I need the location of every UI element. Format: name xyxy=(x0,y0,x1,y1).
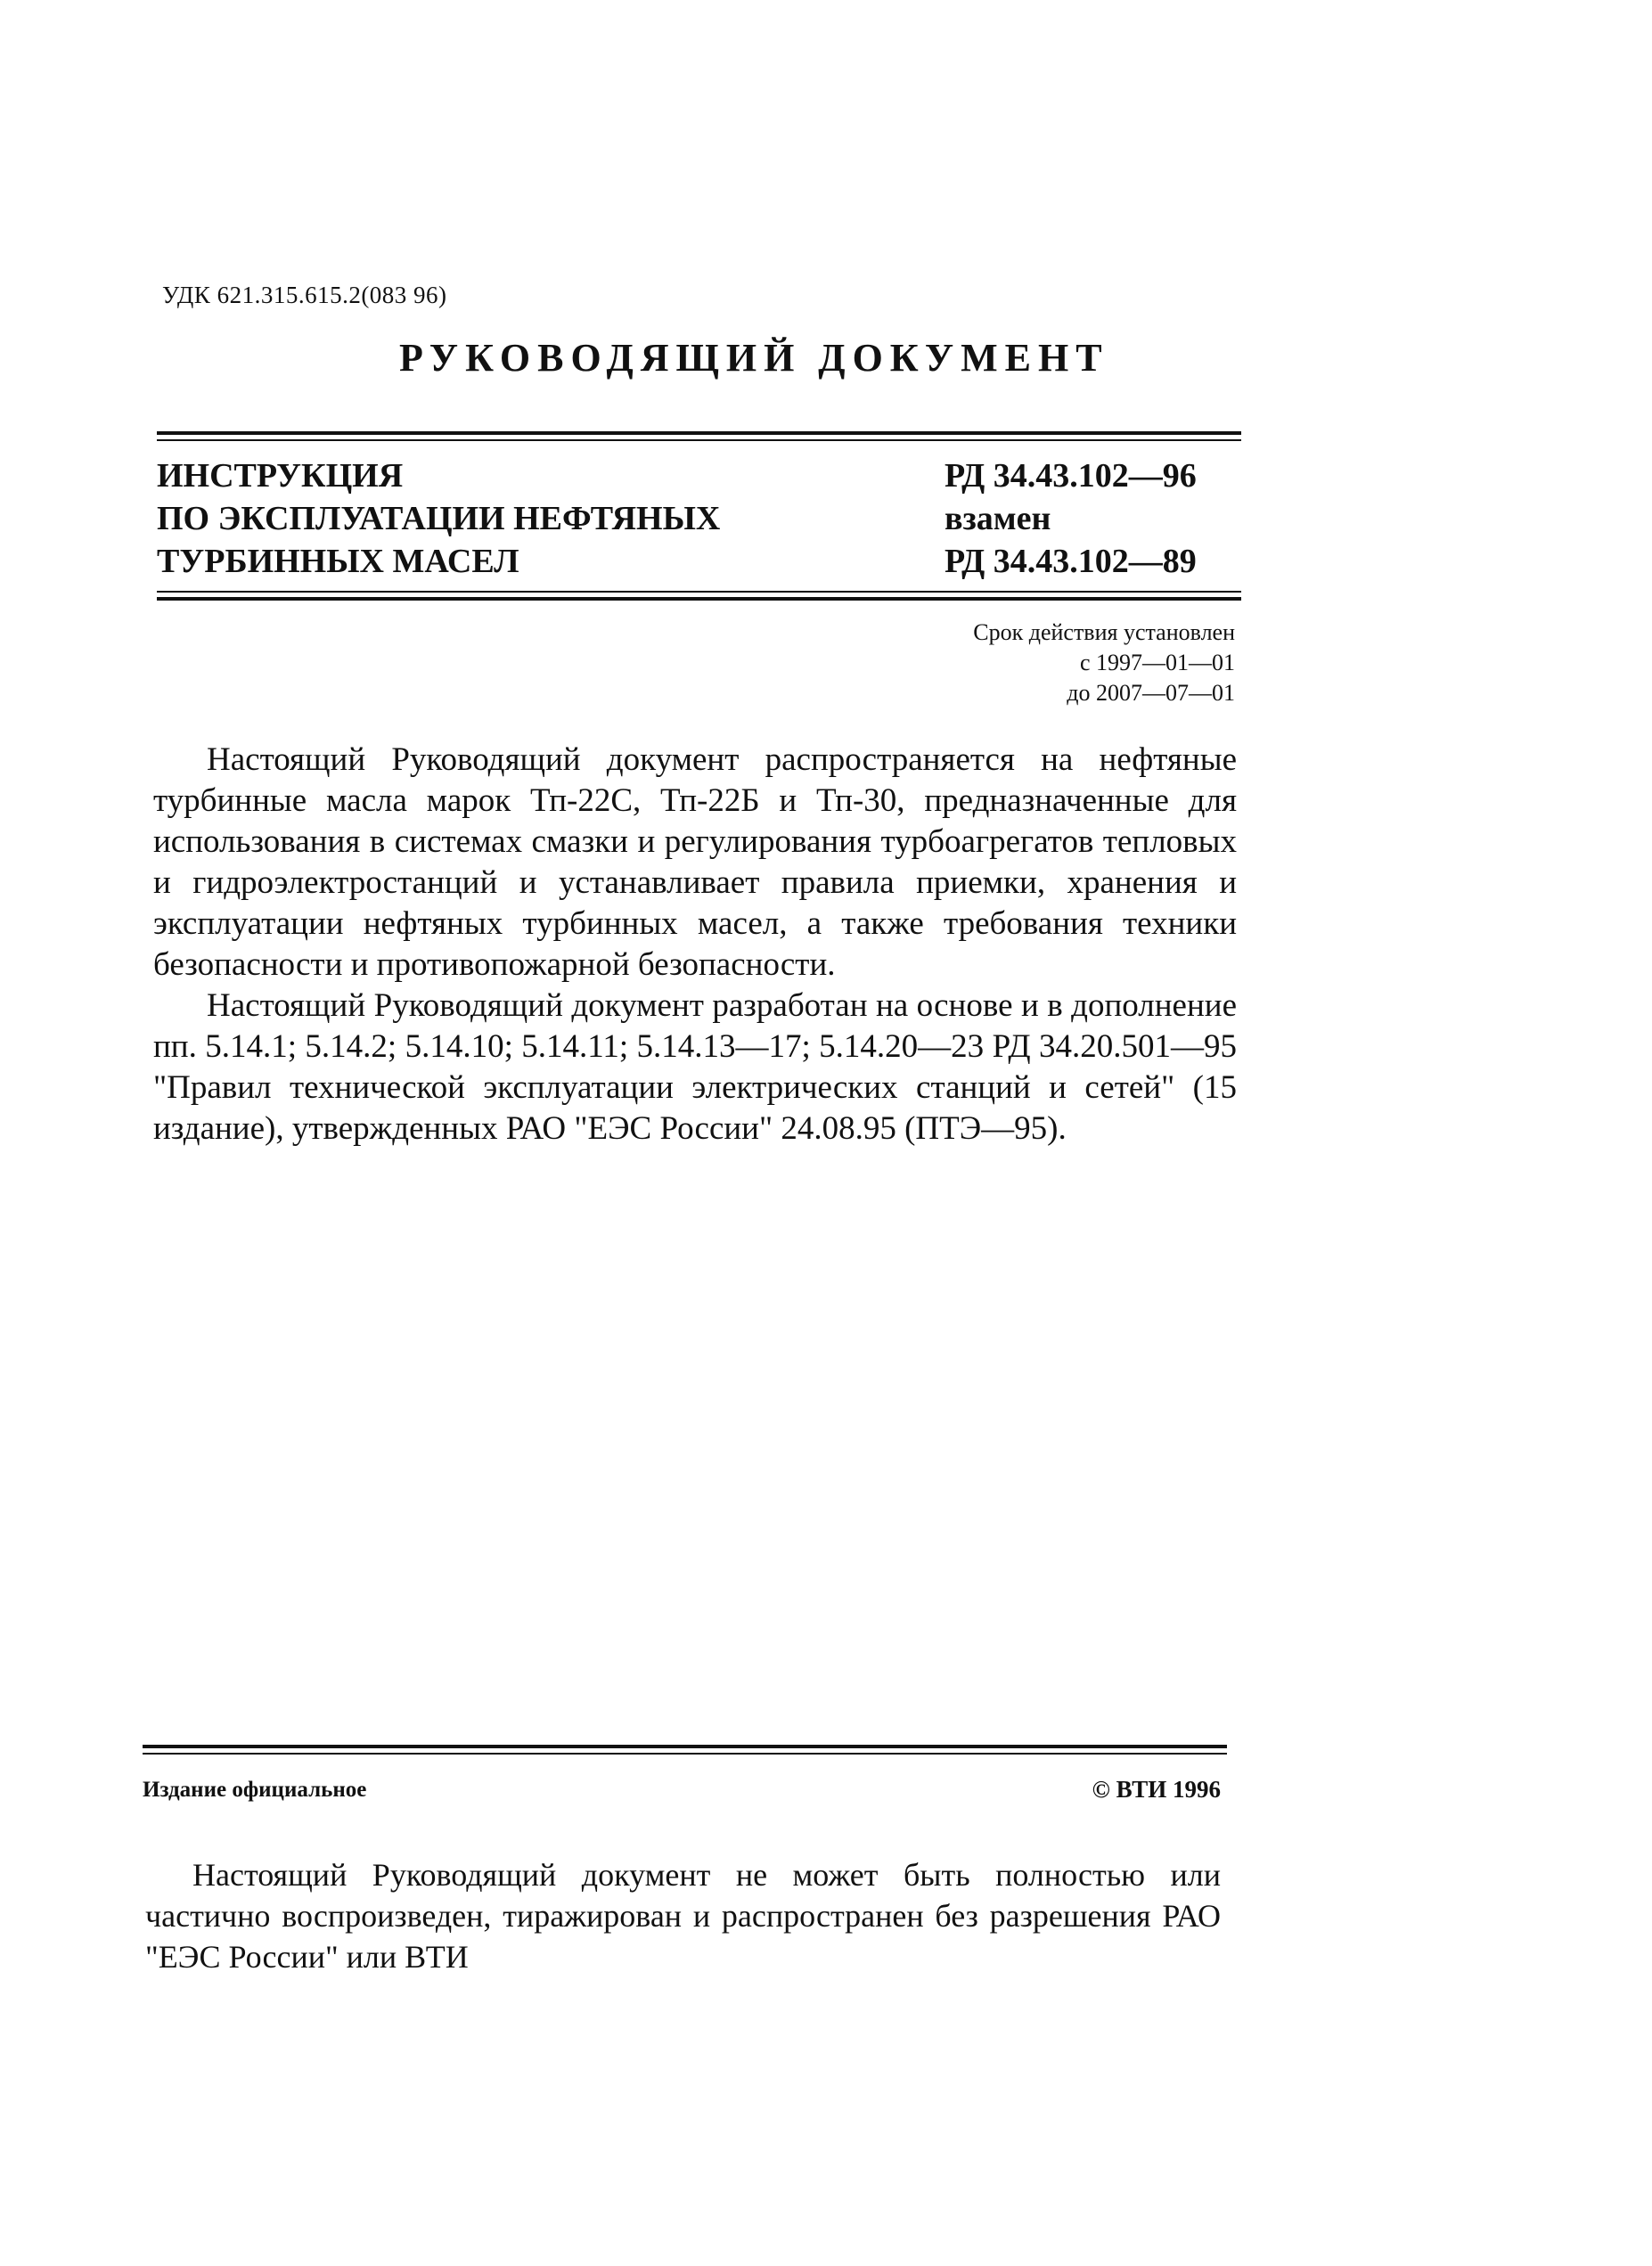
reproduction-notice-text: Настоящий Руководящий документ не может быть полностью или частично воспроизведен, тиражирован и распространен без разрешения РАО "ЕЭС России" или ВТИ xyxy=(145,1857,1221,1975)
udk-line: УДК 621.315.615.2(083 96) xyxy=(162,282,447,308)
validity-block xyxy=(973,618,1235,708)
document-codes xyxy=(945,454,1197,583)
validity-from: с 1997—01—01 xyxy=(1079,650,1235,675)
body-paragraph-1: Настоящий Руководящий документ распространяется на нефтяные турбинные масла марок Тп-22С, Тп-22Б и Тп-30, предназначенные для использования в системах смазки и регулирования турбоагрегатов тепловых и гидроэлектростанций и устанавливает правила приемки, хранения и эксплуатации нефтяных турбинных масел, а также требования техники безопасности и противопожарной безопасности. xyxy=(153,741,1237,983)
document-title-line-2: ПО ЭКСПЛУАТАЦИИ НЕФТЯНЫХ xyxy=(157,500,721,537)
replaced-code: РД 34.43.102—89 xyxy=(945,543,1197,580)
title-top-rule-thick xyxy=(157,431,1241,435)
footer-rule-thin xyxy=(143,1753,1227,1755)
validity-label: Срок действия установлен xyxy=(973,619,1235,645)
reproduction-notice xyxy=(145,1854,1221,1977)
title-top-rule-thin xyxy=(157,439,1241,441)
document-kind-heading: РУКОВОДЯЩИЙ ДОКУМЕНТ xyxy=(399,336,1109,380)
title-bottom-rule-thick xyxy=(157,597,1241,601)
validity-to: до 2007—07—01 xyxy=(1067,680,1235,706)
document-title xyxy=(157,454,720,583)
body-paragraph-2: Настоящий Руководящий документ разработан на основе и в дополнение пп. 5.14.1; 5.14.2; 5.14.10; 5.14.11; 5.14.13—17; 5.14.20—23 РД 34.20.501—95 "Правил технической эксплуатации электрических станций и сетей" (15 издание), утвержденных РАО "ЕЭС России" 24.08.95 (ПТЭ—95). xyxy=(153,987,1237,1147)
document-title-line-1: ИНСТРУКЦИЯ xyxy=(157,457,404,495)
edition-label: Издание официальное xyxy=(143,1778,367,1802)
document-code: РД 34.43.102—96 xyxy=(945,457,1197,495)
body-text xyxy=(153,740,1237,1149)
replaces-label: взамен xyxy=(945,500,1051,537)
footer-rule-thick xyxy=(143,1745,1227,1748)
document-title-line-3: ТУРБИННЫХ МАСЕЛ xyxy=(157,543,519,580)
title-bottom-rule-thin xyxy=(157,591,1241,593)
copyright-label: © ВТИ 1996 xyxy=(1092,1776,1221,1803)
